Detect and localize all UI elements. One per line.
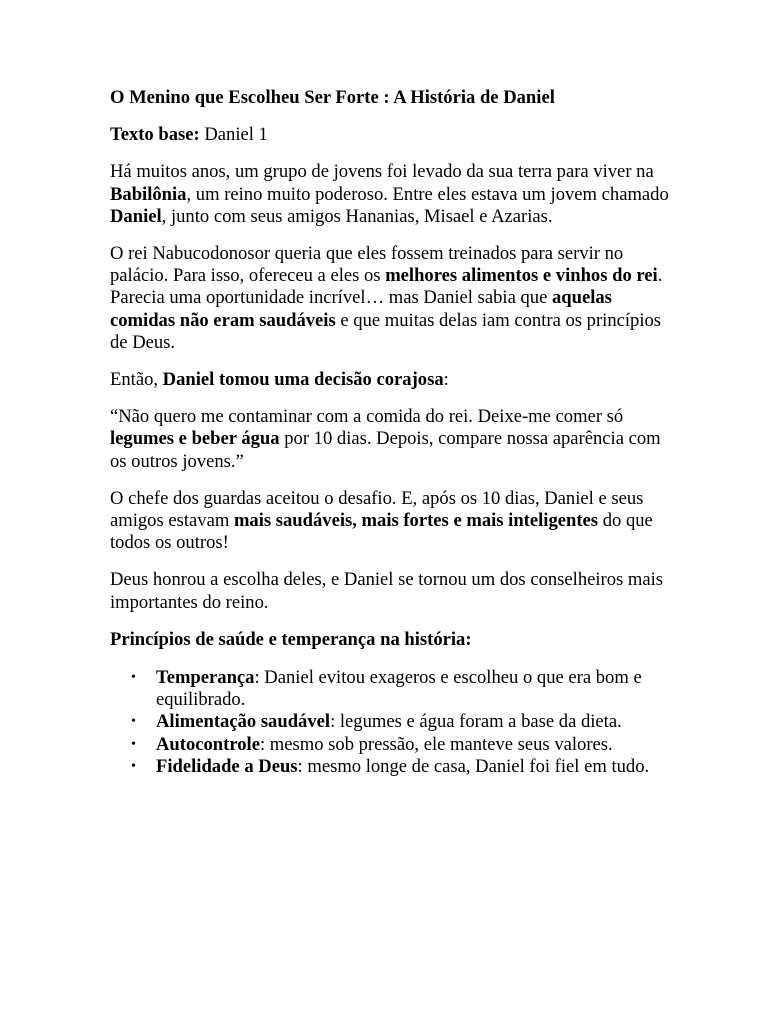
- principle-desc: : legumes e água foram a base da dieta.: [330, 711, 622, 733]
- emphasis-daniel: Daniel: [110, 205, 162, 227]
- emphasis-royal-food: melhores alimentos e vinhos do rei: [385, 265, 658, 287]
- emphasis-decision: Daniel tomou uma decisão corajosa: [162, 369, 444, 391]
- text-run: Há muitos anos, um grupo de jovens foi levado da sua terra para viver na: [110, 161, 654, 183]
- text-run: do que todos os outros!: [110, 510, 653, 554]
- document-page: [110, 87, 670, 778]
- base-text-value: Daniel 1: [199, 124, 268, 146]
- emphasis-babilonia: Babilônia: [110, 183, 187, 205]
- principles-list: [110, 667, 670, 778]
- principle-term: Temperança: [156, 667, 255, 689]
- text-run: e que muitas delas iam contra os princípios de Deus.: [110, 309, 662, 353]
- text-run: O rei Nabucodonosor queria que eles fossem treinados para servir no palácio. Para isso, ofereceu a eles os: [110, 243, 624, 287]
- base-text-label: Texto base:: [110, 124, 200, 146]
- text-run: :: [443, 369, 449, 391]
- emphasis-unhealthy: aquelas comidas não eram saudáveis: [110, 287, 612, 331]
- principles-heading: Princípios de saúde e temperança na história:: [110, 628, 472, 650]
- paragraph-conclusion: Deus honrou a escolha deles, e Daniel se tornou um dos conselheiros mais importantes do reino.: [110, 569, 664, 613]
- emphasis-vegetables-water: legumes e beber água: [110, 428, 280, 450]
- bullet-icon: •: [131, 714, 136, 730]
- bullet-icon: •: [131, 758, 136, 774]
- list-item: [110, 734, 670, 756]
- emphasis-healthier: mais saudáveis, mais fortes e mais inteligentes: [233, 510, 599, 532]
- principle-term: Fidelidade a Deus: [156, 755, 298, 777]
- bullet-icon: •: [131, 670, 136, 686]
- bullet-icon: •: [131, 736, 136, 752]
- list-item: [110, 711, 670, 733]
- principle-desc: : mesmo sob pressão, ele manteve seus valores.: [259, 733, 613, 755]
- principle-term: Alimentação saudável: [156, 711, 331, 733]
- text-run: O chefe dos guardas aceitou o desafio. E, após os 10 dias, Daniel e seus amigos estavam: [110, 487, 644, 532]
- text-run: Então,: [110, 369, 163, 391]
- text-run: , um reino muito poderoso. Entre eles estava um jovem chamado: [186, 183, 669, 205]
- paragraph-decision: [110, 369, 670, 391]
- base-text-line: [110, 124, 670, 146]
- document-title: O Menino que Escolheu Ser Forte : A História de Daniel: [110, 87, 555, 108]
- list-item: [110, 667, 670, 711]
- paragraph-king: [110, 243, 670, 354]
- paragraph-intro: [110, 161, 670, 228]
- text-run: . Parecia uma oportunidade incrível… mas Daniel sabia que: [110, 265, 663, 309]
- paragraph-quote: [110, 406, 670, 473]
- list-item: [110, 756, 670, 778]
- principle-term: Autocontrole: [156, 733, 260, 755]
- text-run: por 10 dias. Depois, compare nossa aparência com os outros jovens.”: [110, 428, 661, 472]
- text-run: “Não quero me contaminar com a comida do rei. Deixe-me comer só: [110, 406, 624, 428]
- principle-desc: : mesmo longe de casa, Daniel foi fiel em tudo.: [297, 755, 650, 777]
- principle-desc: : Daniel evitou exageros e escolheu o que era bom e equilibrado.: [156, 667, 642, 711]
- text-run: , junto com seus amigos Hananias, Misael e Azarias.: [161, 205, 553, 227]
- paragraph-result: [110, 488, 670, 555]
